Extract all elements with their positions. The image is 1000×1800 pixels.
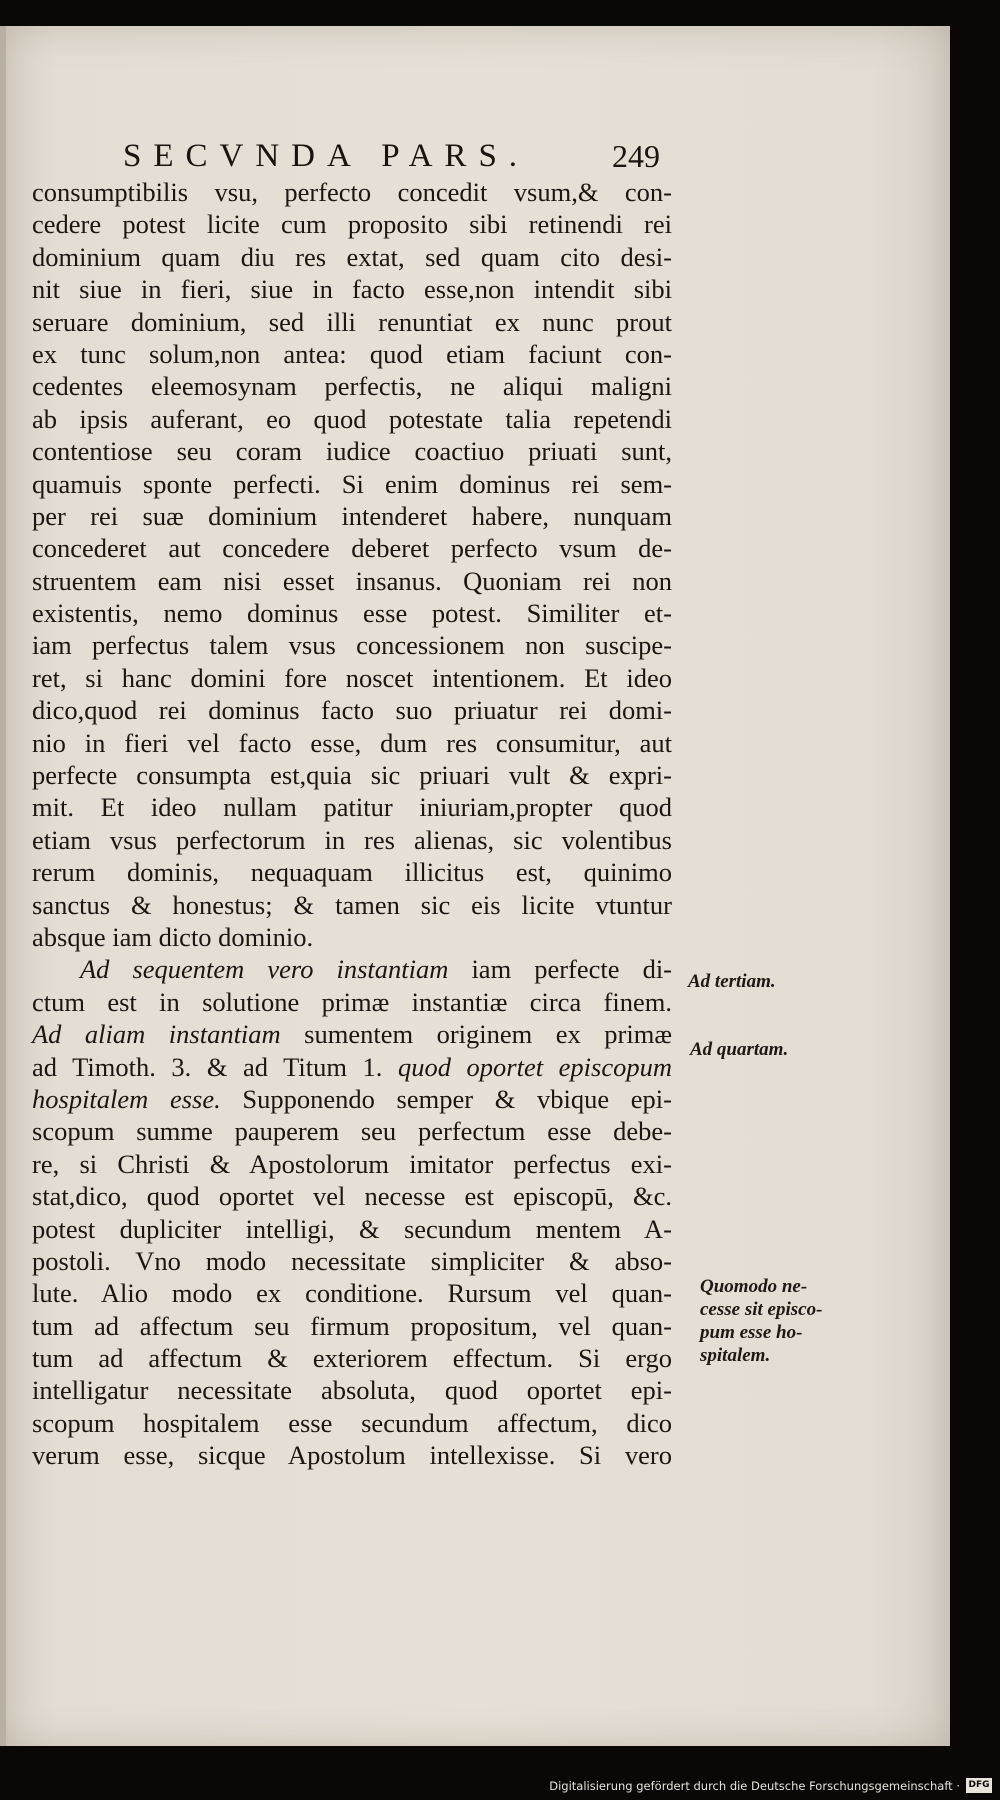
italic-phrase: Ad sequentem vero instantiam — [80, 954, 449, 985]
text-line: per rei suæ dominium intenderet habere, nunquam — [32, 500, 672, 531]
margin-note-line: spitalem. — [700, 1345, 771, 1366]
text-line: tum ad affectum & exteriorem effectum. Si ergo — [32, 1343, 672, 1374]
margin-note-ad-quartam — [690, 1038, 840, 1061]
text-line: ret, si hanc domini fore noscet intentionem. Et ideo — [32, 662, 672, 693]
text-line: perfecte consumpta est,quia sic priuari vult & expri- — [32, 760, 672, 791]
margin-note-text: Ad tertiam. — [688, 971, 776, 992]
text-line: concederet aut concedere deberet perfecto vsum de- — [32, 533, 672, 564]
margin-note-line: pum esse ho- — [700, 1322, 803, 1343]
text-run: Supponendo semper & vbique epi- — [220, 1083, 672, 1114]
text-line: scopum summe pauperem seu perfectum esse debe- — [32, 1116, 672, 1147]
text-line — [32, 1051, 672, 1083]
text-line: ab ipsis auferant, eo quod potestate talia repetendi — [32, 403, 672, 434]
italic-phrase: Ad aliam instantiam — [32, 1019, 281, 1050]
text-run: ad Timoth. 3. & ad Titum 1. — [32, 1051, 398, 1082]
text-line — [32, 1083, 672, 1115]
text-line: stat,dico, quod oportet vel necesse est episcopū, &c. — [32, 1181, 672, 1212]
text-line: ctum est in solutione primæ instantiæ circa finem. — [32, 986, 672, 1017]
footer-bar — [0, 1774, 1000, 1800]
text-line: mit. Et ideo nullam patitur iniuriam,propter quod — [32, 792, 672, 823]
dfg-logo: DFG — [966, 1778, 992, 1793]
italic-phrase: hospitalem esse. — [32, 1083, 221, 1114]
text-line: nit siue in fieri, siue in facto esse,non intendit sibi — [32, 274, 672, 305]
text-line: existentis, nemo dominus esse potest. Similiter et- — [32, 598, 672, 629]
text-line: ex tunc solum,non antea: quod etiam faciunt con- — [32, 338, 672, 369]
italic-phrase: quod oportet episcopum — [397, 1051, 672, 1082]
text-line: struentem eam nisi esset insanus. Quoniam rei non — [32, 565, 672, 596]
text-line: cedere potest licite cum proposito sibi retinendi rei — [32, 209, 672, 240]
text-line: potest dupliciter intelligi, & secundum mentem A- — [32, 1213, 672, 1244]
page-header — [115, 138, 660, 178]
text-line — [32, 953, 672, 985]
text-line: rerum dominis, nequaquam illicitus est, quinimo — [32, 857, 672, 888]
page-number: 249 — [612, 138, 660, 174]
page-edge — [0, 26, 6, 1746]
text-line: contentiose seu coram iudice coactiuo priuati sunt, — [32, 436, 672, 467]
text-line: seruare dominium, sed illi renuntiat ex nunc prout — [32, 306, 672, 337]
text-line: lute. Alio modo ex conditione. Rursum vel quan- — [32, 1278, 672, 1309]
text-line: nio in fieri vel facto esse, dum res consumitur, aut — [32, 727, 672, 758]
text-line: intelligatur necessitate absoluta, quod oportet epi- — [32, 1375, 672, 1406]
margin-note-line: Quomodo ne- — [700, 1276, 808, 1297]
text-run: iam perfecte di- — [448, 954, 672, 985]
text-line: quamuis sponte perfecti. Si enim dominus rei sem- — [32, 468, 672, 499]
text-line: sanctus & honestus; & tamen sic eis licite vtuntur — [32, 889, 672, 920]
main-text-block — [32, 176, 672, 1472]
margin-note-text: Ad quartam. — [690, 1039, 789, 1060]
text-run: sumentem originem ex primæ — [280, 1019, 672, 1050]
text-line: scopum hospitalem esse secundum affectum, dico — [32, 1407, 672, 1438]
margin-note-ad-tertiam — [688, 970, 838, 993]
margin-note-quomodo — [700, 1275, 850, 1367]
text-line: re, si Christi & Apostolorum imitator perfectus exi- — [32, 1148, 672, 1179]
text-line: dominium quam diu res extat, sed quam cito desi- — [32, 241, 672, 272]
text-line — [32, 1018, 672, 1050]
text-line: etiam vsus perfectorum in res alienas, sic volentibus — [32, 824, 672, 855]
text-line: dico,quod rei dominus facto suo priuatur rei domi- — [32, 695, 672, 726]
text-line: cedentes eleemosynam perfectis, ne aliqui maligni — [32, 371, 672, 402]
digitization-credit: Digitalisierung gefördert durch die Deutsche Forschungsgemeinschaft · — [549, 1779, 960, 1793]
running-head: SECVNDA PARS. — [123, 138, 530, 174]
margin-note-line: cesse sit episco- — [700, 1299, 823, 1320]
text-line: postoli. Vno modo necessitate simpliciter & abso- — [32, 1245, 672, 1276]
text-line: absque iam dicto dominio. — [32, 921, 314, 952]
text-line: verum esse, sicque Apostolum intellexisse. Si vero — [32, 1440, 672, 1471]
text-line: iam perfectus talem vsus concessionem non suscipe- — [32, 630, 672, 661]
text-line: consumptibilis vsu, perfecto concedit vsum,& con- — [32, 177, 672, 207]
text-line: tum ad affectum seu firmum propositum, vel quan- — [32, 1310, 672, 1341]
